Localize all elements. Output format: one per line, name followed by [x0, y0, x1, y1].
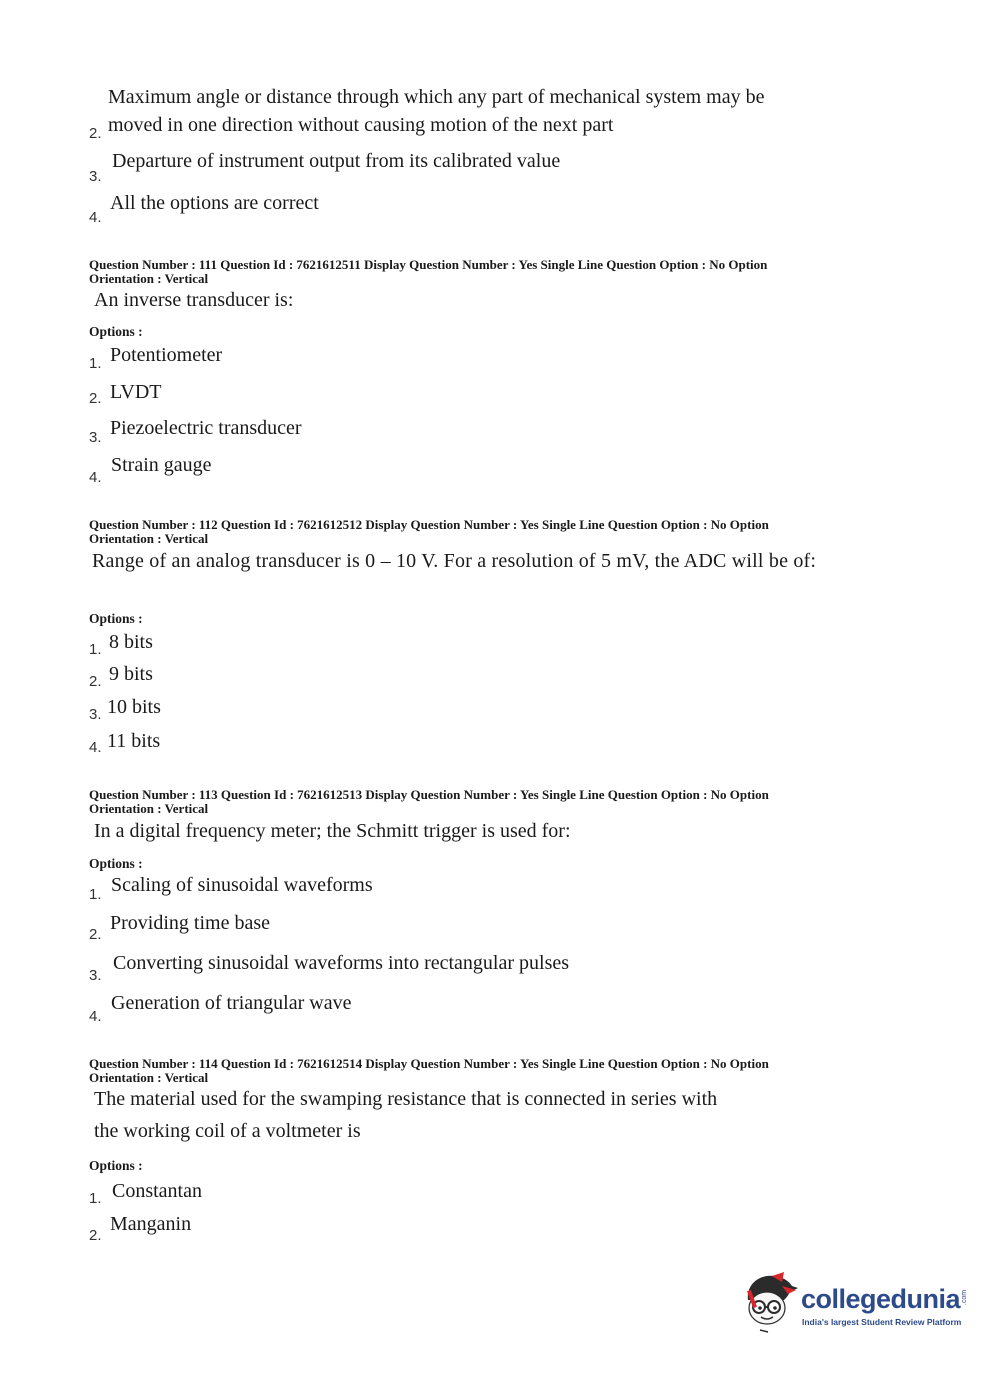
q111-meta-line2: Orientation : Vertical: [89, 271, 209, 286]
q111-option-4-number: 4.: [89, 469, 102, 486]
q110-option-4: All the options are correct: [110, 192, 319, 214]
mascot-icon: [742, 1270, 800, 1334]
q112-options-label: Options :: [89, 611, 143, 626]
q111-option-3-number: 3.: [89, 429, 102, 446]
q114-options-label: Options :: [89, 1158, 143, 1173]
q110-option-2-number: 2.: [89, 125, 102, 142]
q113-option-1-number: 1.: [89, 886, 102, 903]
q113-options-label: Options :: [89, 856, 143, 871]
q114-meta-line1: Question Number : 114 Question Id : 7621612514 Display Question Number : Yes Single Line Question Option : No Option: [89, 1056, 769, 1071]
q112-meta-line1: Question Number : 112 Question Id : 7621612512 Display Question Number : Yes Single Line Question Option : No Option: [89, 517, 769, 532]
q114-meta-line2: Orientation : Vertical: [89, 1070, 209, 1085]
q110-option-3: Departure of instrument output from its calibrated value: [112, 150, 561, 172]
q112-option-3-number: 3.: [89, 706, 102, 723]
q112-question: Range of an analog transducer is 0 – 10 V. For a resolution of 5 mV, the ADC will be of:: [92, 550, 817, 572]
q114-option-2: Manganin: [110, 1213, 192, 1235]
q110-option-2-line2: moved in one direction without causing motion of the next part: [108, 114, 614, 136]
q113-option-2: Providing time base: [110, 912, 270, 934]
q112-meta-line2: Orientation : Vertical: [89, 531, 209, 546]
q111-option-1: Potentiometer: [110, 344, 223, 366]
q113-option-3-number: 3.: [89, 967, 102, 984]
q113-meta-line1: Question Number : 113 Question Id : 7621612513 Display Question Number : Yes Single Line Question Option : No Option: [89, 787, 769, 802]
q112-option-4: 11 bits: [107, 730, 161, 752]
q114-option-1-number: 1.: [89, 1190, 102, 1207]
q110-option-3-number: 3.: [89, 168, 102, 185]
q114-option-2-number: 2.: [89, 1227, 102, 1244]
q112-option-4-number: 4.: [89, 739, 102, 756]
q113-option-4-number: 4.: [89, 1008, 102, 1025]
brand-suffix: .com: [961, 1289, 969, 1306]
brand-tagline: India's largest Student Review Platform: [802, 1317, 962, 1327]
q111-question: An inverse transducer is:: [94, 289, 294, 311]
q111-meta-line1: Question Number : 111 Question Id : 7621612511 Display Question Number : Yes Single Line Question Option : No Option: [89, 257, 768, 272]
q111-options-label: Options :: [89, 324, 143, 339]
q111-option-2-number: 2.: [89, 390, 102, 407]
q111-option-1-number: 1.: [89, 355, 102, 372]
q113-option-1: Scaling of sinusoidal waveforms: [111, 874, 373, 896]
q111-option-2: LVDT: [110, 381, 162, 403]
q110-option-2-line1: Maximum angle or distance through which any part of mechanical system may be: [108, 86, 765, 108]
q112-option-3: 10 bits: [107, 696, 161, 718]
q114-question-line2: the working coil of a voltmeter is: [94, 1120, 361, 1142]
q112-option-2-number: 2.: [89, 673, 102, 690]
collegedunia-logo: [742, 1270, 972, 1340]
q113-option-2-number: 2.: [89, 926, 102, 943]
q113-meta-line2: Orientation : Vertical: [89, 801, 209, 816]
q114-option-1: Constantan: [112, 1180, 202, 1202]
q111-option-4: Strain gauge: [111, 454, 212, 476]
q113-question: In a digital frequency meter; the Schmitt trigger is used for:: [94, 820, 571, 842]
q113-option-4: Generation of triangular wave: [111, 992, 352, 1014]
q114-question-line1: The material used for the swamping resistance that is connected in series with: [94, 1088, 718, 1110]
q112-option-1-number: 1.: [89, 641, 102, 658]
q112-option-1: 8 bits: [109, 631, 153, 653]
q113-option-3: Converting sinusoidal waveforms into rectangular pulses: [113, 952, 570, 974]
q111-option-3: Piezoelectric transducer: [110, 417, 302, 439]
q110-option-4-number: 4.: [89, 209, 102, 226]
q112-option-2: 9 bits: [109, 663, 153, 685]
brand-name: collegedunia: [801, 1284, 961, 1314]
